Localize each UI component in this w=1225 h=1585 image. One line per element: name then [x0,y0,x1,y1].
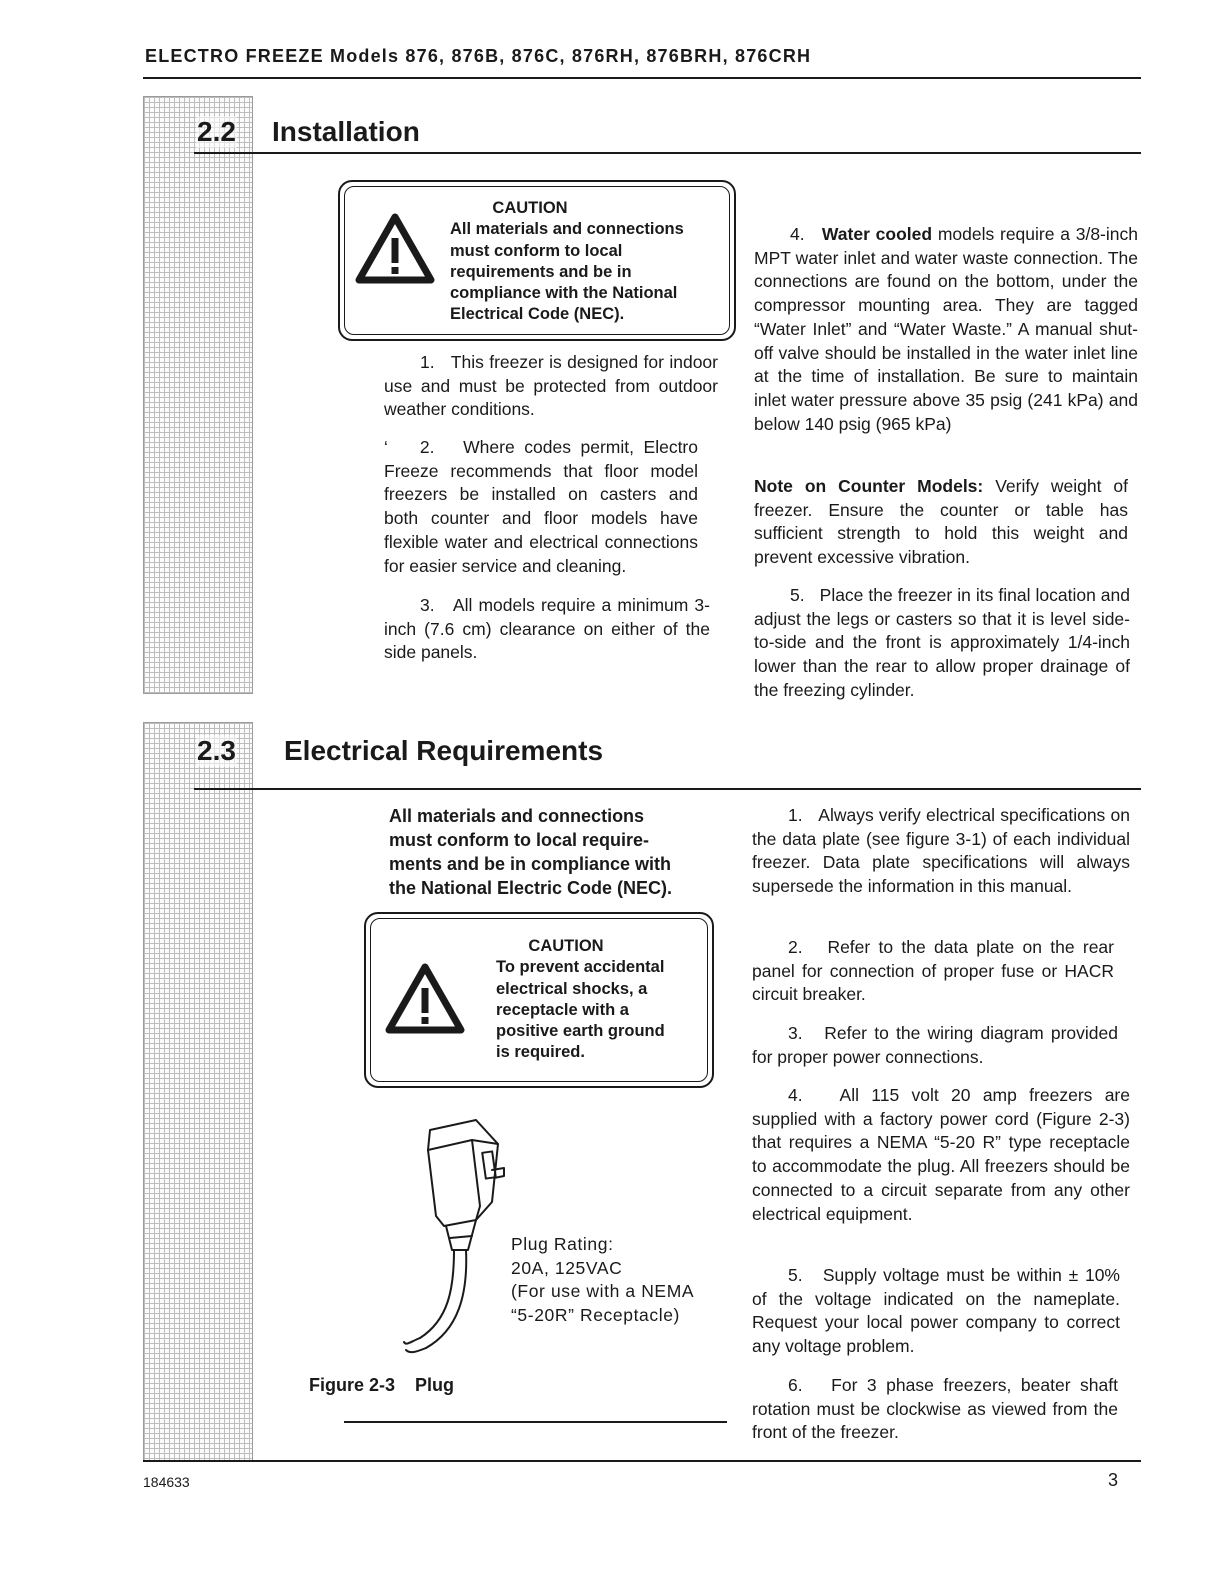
item-text: All 115 volt 20 amp freezers are supplied with a factory power cord (Figure 2-3) that requires a NEMA “5-20 R” type receptacle to accommodate the plug. All freezers should be connected to a circuit separate from any other electrical equipment. [752,1085,1130,1224]
item-number: 1. [788,805,803,825]
item-text: Refer to the wiring diagram provided for proper power connections. [752,1023,1118,1067]
page-number: 3 [1108,1470,1119,1490]
item-number: 6. [788,1375,803,1395]
item-number: 3. [788,1023,803,1043]
item-number: 4. [790,224,805,244]
caution-box-installation [338,180,736,341]
item-text: Place the freezer in its final location and adjust the legs or casters so that it is level side-to-side and the front is approximately 1/4-inch lower than the rear to allow proper drainage of the freezing cylinder. [754,585,1131,700]
item-number: 2. [788,937,803,957]
caution-line: Electrical Code (NEC). [450,305,625,324]
caution-box-electrical [364,912,714,1088]
section-2-2-title: Installation [272,116,420,147]
plug-rating-line: Plug Rating: [511,1234,614,1254]
section-2-3-number: 2.3 [197,735,236,766]
caution-line: To prevent accidental [496,958,665,977]
item-text: All models require a minimum 3-inch (7.6 cm) clearance on either of the side panels. [384,595,710,663]
installation-item-1 [384,351,718,422]
section-2-2-rule [194,152,1141,154]
item-bold-lead: Water cooled [821,224,933,244]
item-text: For 3 phase freezers, beater shaft rotation must be clockwise as viewed from the front of the freezer. [752,1375,1118,1443]
section-2-2-grid-strip [143,96,253,694]
power-plug-illustration [380,1110,520,1360]
item-number: 1. [420,352,435,372]
caution-line: compliance with the National [450,284,678,303]
plug-rating-line: (For use with a NEMA [511,1281,695,1302]
warning-line: the National Electric Code (NEC). [389,878,673,898]
warning-line: ments and be in compliance with [389,854,672,874]
caution-line: must conform to local [450,241,623,260]
item-text: This freezer is designed for indoor use and must be protected from outdoor weather conditions. [384,352,718,420]
installation-item-5 [754,584,1130,703]
electrical-item-6 [752,1374,1118,1445]
warning-triangle-icon [354,212,436,286]
item-number: 3. [420,595,435,615]
warning-line: must conform to local require- [389,830,650,850]
note-bold-lead: Note on Counter Models: [754,476,984,496]
caution-label: CAUTION [492,199,568,217]
document-number: 184633 [143,1474,190,1490]
installation-item-2 [384,436,698,578]
figure-caption: Figure 2-3 Plug [309,1375,455,1395]
caution-line: electrical shocks, a [496,979,648,998]
section-2-3-rule [194,788,1141,790]
caution-line: All materials and connections [450,220,684,239]
electrical-item-5 [752,1264,1120,1359]
plug-rating-text [511,1233,694,1327]
item-number: 4. [788,1085,803,1105]
section-2-3-title: Electrical Requirements [284,735,604,766]
caution-line: positive earth ground [496,1022,665,1041]
electrical-item-3 [752,1022,1118,1069]
installation-item-3 [384,594,710,665]
note-counter-models [754,475,1128,570]
warning-triangle-icon [384,962,466,1036]
electrical-item-2 [752,936,1114,1007]
item-number: 5. [788,1265,803,1285]
warning-line: All materials and connections [389,806,645,826]
item-text: Always verify electrical specifications on the data plate (see figure 3-1) of each individual freezer. Data plate specifications will always supersede the information in this manual. [752,805,1130,897]
plug-rating-line: “5-20R” Receptacle) [511,1304,680,1325]
plug-rating-line: 20A, 125VAC [511,1257,623,1278]
header-rule [143,77,1141,79]
item-text: Refer to the data plate on the rear panel for connection of proper fuse or HACR circuit breaker. [752,937,1114,1005]
caution-label: CAUTION [528,937,604,955]
note-text: Verify weight of freezer. Ensure the counter or table has sufficient strength to hold this weight and prevent excessive vibration. [754,476,1128,568]
stray-mark: ‘ [384,437,388,457]
caution-line: is required. [496,1043,585,1062]
electrical-item-4 [752,1084,1130,1226]
page-header-title: ELECTRO FREEZE Models 876, 876B, 876C, 876RH, 876BRH, 876CRH [145,46,812,66]
figure-rule [344,1421,727,1423]
installation-item-4 [754,223,1138,436]
item-text: models require a 3/8-inch MPT water inlet and water waste connection. The connections are found on the bottom, under the compressor mounting area. They are tagged “Water Inlet” and “Water Waste.” A manual shut-off valve should be installed in the water inlet line at the time of installation. Be sure to maintain inlet water pressure above 35 psig (241 kPa) and below 140 psig (965 kPa) [754,224,1138,434]
electrical-item-1 [752,804,1130,899]
item-text: Supply voltage must be within ± 10% of the voltage indicated on the nameplate. Request your local power company to correct any voltage problem. [752,1265,1120,1357]
item-number: 2. [419,437,435,457]
item-text: Where codes permit, Electro Freeze recommends that floor model freezers be installed on casters and both counter and floor models have flexible water and electrical connections for easier service and cleaning. [384,437,698,576]
electrical-warning-block [389,804,719,900]
section-2-3-grid-strip [143,722,253,1462]
footer-rule [143,1460,1141,1462]
caution-line: receptacle with a [496,1000,629,1019]
caution-line: requirements and be in [450,262,632,281]
section-2-2-number: 2.2 [197,116,236,147]
item-number: 5. [790,585,805,605]
